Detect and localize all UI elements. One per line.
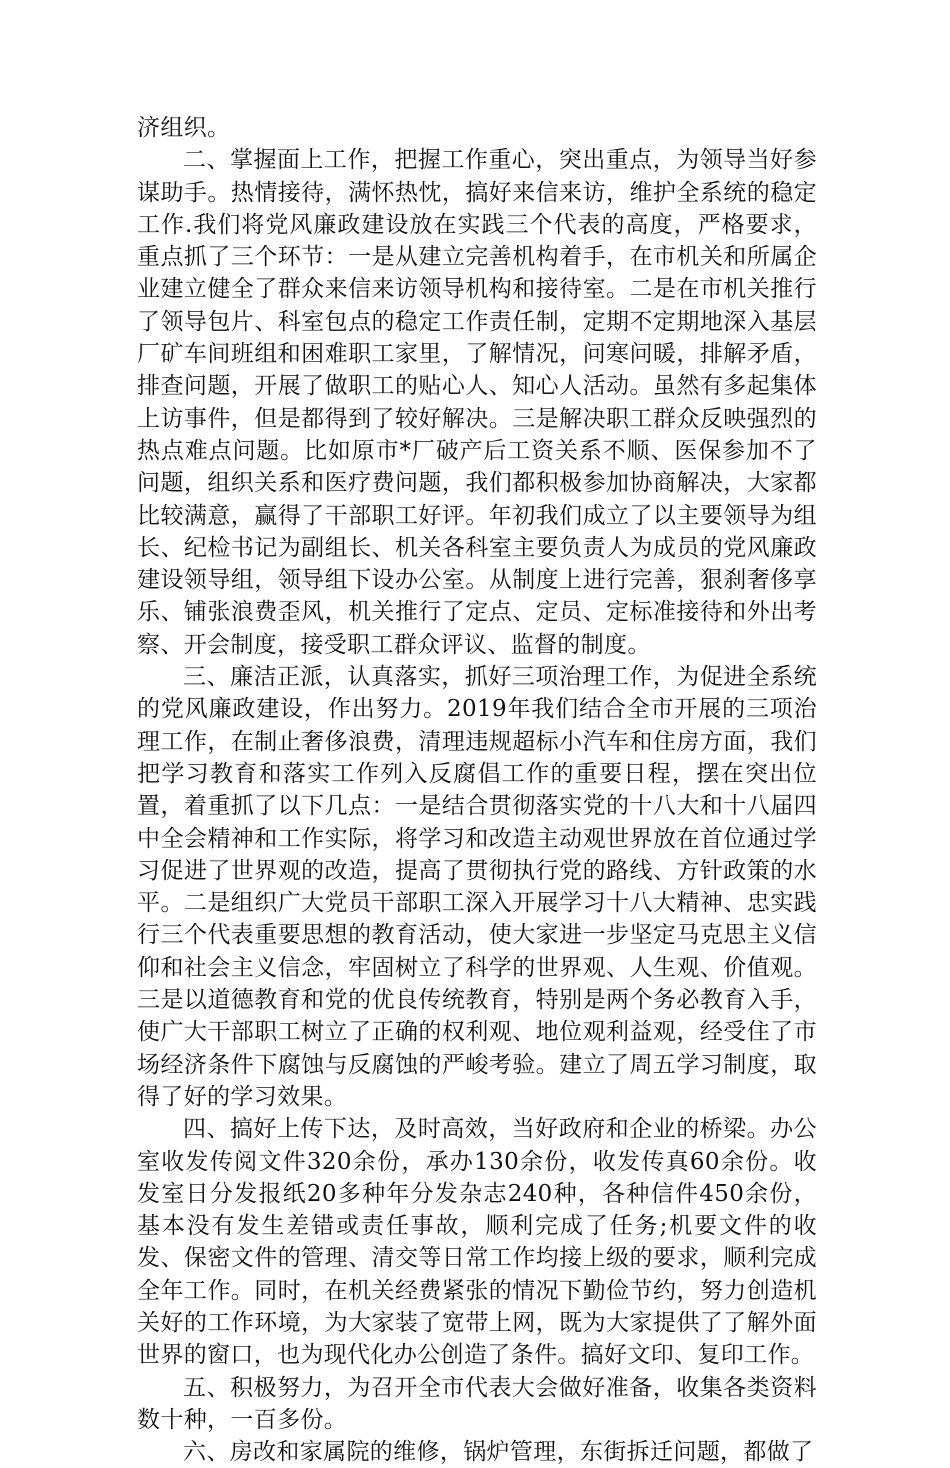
paragraph-3: 三、廉洁正派，认真落实，抓好三项治理工作，为促进全系统的党风廉政建设，作出努力。2019年我们结合全市开展的三项治理工作，在制止奢侈浪费，清理违规超标小汽车和住房方面，我们把学习教育和落实工作列入反腐倡工作的重要日程，摆在突出位置，着重抓了以下几点：一是结合贯彻落实党的十八大和十八届四中全会精神和工作实际，将学习和改造主动观世界放在首位通过学习促进了世界观的改造，提高了贯彻执行党的路线、方针政策的水平。二是组织广大党员干部职工深入开展学习十八大精神、忠实践行三个代表重要思想的教育活动，使大家进一步坚定马克思主义信仰和社会主义信念，牢固树立了科学的世界观、人生观、价值观。三是以道德教育和党的优良传统教育，特别是两个务必教育入手，使广大干部职工树立了正确的权利观、地位观利益观，经受住了市场经济条件下腐蚀与反腐蚀的严峻考验。建立了周五学习制度，取得了好的学习效果。 — [137, 664, 817, 1110]
paragraph-2: 二、掌握面上工作，把握工作重心，突出重点，为领导当好参谋助手。热情接待，满怀热忱，搞好来信来访，维护全系统的稳定工作.我们将党风廉政建设放在实践三个代表的高度，严格要求，重点抓了三个环节：一是从建立完善机构着手，在市机关和所属企业建立健全了群众来信来访领导机构和接待室。二是在市机关推行了领导包片、科室包点的稳定工作责任制，定期不定期地深入基层厂矿车间班组和困难职工家里，了解情况，问寒问暖，排解矛盾，排查问题，开展了做职工的贴心人、知心人活动。虽然有多起集体上访事件，但是都得到了较好解决。三是解决职工群众反映强烈的热点难点问题。比如原市*厂破产后工资关系不顺、医保参加不了问题，组织关系和医疗费问题，我们都积极参加协商解决，大家都比较满意，赢得了干部职工好评。年初我们成立了以主要领导为组长、纪检书记为副组长、机关各科室主要负责人为成员的党风廉政建设领导组，领导组下设办公室。从制度上进行完善，狠刹奢侈享乐、铺张浪费歪风，机关推行了定点、定员、定标准接待和外出考察、开会制度，接受职工群众评议、监督的制度。 — [137, 147, 817, 658]
paragraph-6: 六、房改和家属院的维修，锅炉管理，东街拆迁问题，都做了 — [183, 1439, 814, 1466]
paragraph-4: 四、搞好上传下达，及时高效，当好政府和企业的桥梁。办公室收发传阅文件320余份，承办130余份，收发传真60余份。收发室日分发报纸20多种年分发杂志240种，各种信件450余份，基本没有发生差错或责任事故，顺利完成了任务;机要文件的收发、保密文件的管理、清交等日常工作均接上级的要求，顺利完成全年工作。同时，在机关经费紧张的情况下勤俭节约，努力创造机关好的工作环境，为大家装了宽带上网，既为大家提供了了解外面世界的窗口，也为现代化办公创造了条件。搞好文印、复印工作。 — [137, 1116, 817, 1369]
paragraph-5: 五、积极努力，为召开全市代表大会做好准备，收集各类资料数十种，一百多份。 — [137, 1374, 817, 1433]
paragraph-continuation: 济组织。 — [137, 115, 231, 141]
body-text — [137, 112, 817, 1468]
